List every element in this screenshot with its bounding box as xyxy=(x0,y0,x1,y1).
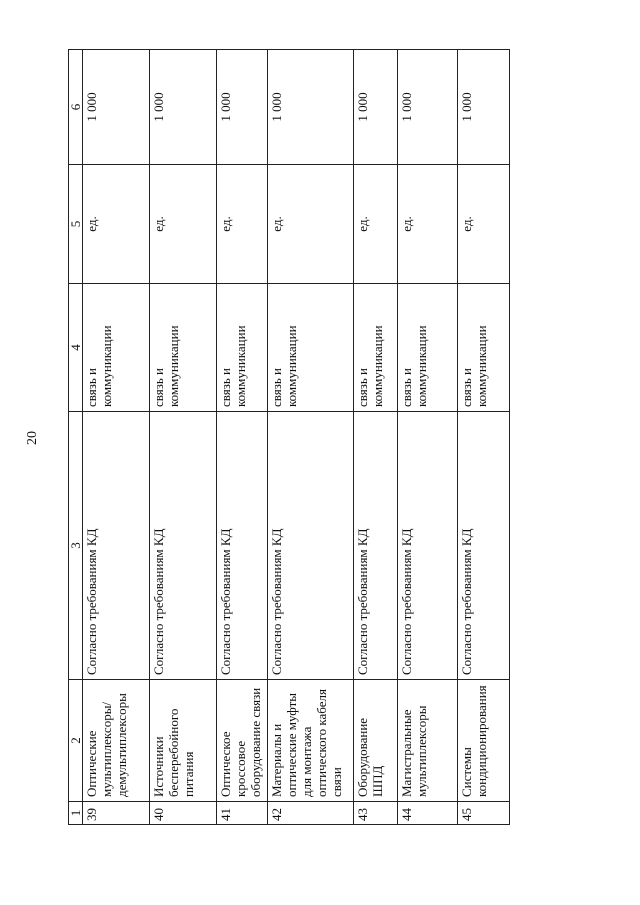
header-cell: 4 xyxy=(69,284,83,412)
item-quantity: 1 000 xyxy=(268,50,354,165)
item-name: Оборудование ШПД xyxy=(354,680,398,802)
item-quantity: 1 000 xyxy=(150,50,217,165)
row-number: 39 xyxy=(83,802,150,825)
item-unit: ед. xyxy=(458,165,510,284)
item-spec: Согласно требованиям КД xyxy=(150,412,217,680)
table-row xyxy=(83,50,150,825)
item-quantity: 1 000 xyxy=(458,50,510,165)
item-quantity: 1 000 xyxy=(83,50,150,165)
item-spec: Согласно требованиям КД xyxy=(354,412,398,680)
item-name: Оптические мультиплексоры/ демультиплексоры xyxy=(83,680,150,802)
item-quantity: 1 000 xyxy=(217,50,268,165)
item-category: связь и коммуникации xyxy=(217,284,268,412)
table-row xyxy=(150,50,217,825)
item-spec: Согласно требованиям КД xyxy=(458,412,510,680)
item-category: связь и коммуникации xyxy=(83,284,150,412)
item-category: связь и коммуникации xyxy=(354,284,398,412)
header-cell: 1 xyxy=(69,802,83,825)
table-row xyxy=(268,50,354,825)
row-number: 41 xyxy=(217,802,268,825)
header-cell: 5 xyxy=(69,165,83,284)
item-category: связь и коммуникации xyxy=(398,284,458,412)
item-unit: ед. xyxy=(83,165,150,284)
item-unit: ед. xyxy=(268,165,354,284)
item-name: Системы кондиционирования xyxy=(458,680,510,802)
table-row xyxy=(398,50,458,825)
row-number: 42 xyxy=(268,802,354,825)
item-name: Источники бесперебойного питания xyxy=(150,680,217,802)
header-cell: 6 xyxy=(69,50,83,165)
item-quantity: 1 000 xyxy=(354,50,398,165)
item-spec: Согласно требованиям КД xyxy=(217,412,268,680)
item-quantity: 1 000 xyxy=(398,50,458,165)
page-number: 20 xyxy=(25,431,40,445)
item-category: связь и коммуникации xyxy=(458,284,510,412)
item-unit: ед. xyxy=(354,165,398,284)
row-number: 45 xyxy=(458,802,510,825)
item-spec: Согласно требованиям КД xyxy=(268,412,354,680)
row-number: 44 xyxy=(398,802,458,825)
item-category: связь и коммуникации xyxy=(268,284,354,412)
item-unit: ед. xyxy=(398,165,458,284)
item-unit: ед. xyxy=(150,165,217,284)
header-row xyxy=(69,50,83,825)
header-cell: 3 xyxy=(69,412,83,680)
item-name: Магистральные мультиплексоры xyxy=(398,680,458,802)
rotated-table-container xyxy=(68,50,508,825)
table-row xyxy=(354,50,398,825)
item-name: Материалы и оптические муфты для монтажа оптического кабеля связи xyxy=(268,680,354,802)
item-name: Оптическое кроссовое оборудование связи xyxy=(217,680,268,802)
row-number: 40 xyxy=(150,802,217,825)
item-spec: Согласно требованиям КД xyxy=(83,412,150,680)
table-row xyxy=(217,50,268,825)
header-cell: 2 xyxy=(69,680,83,802)
equipment-table xyxy=(68,49,510,825)
row-number: 43 xyxy=(354,802,398,825)
table-row xyxy=(458,50,510,825)
item-category: связь и коммуникации xyxy=(150,284,217,412)
item-unit: ед. xyxy=(217,165,268,284)
item-spec: Согласно требованиям КД xyxy=(398,412,458,680)
